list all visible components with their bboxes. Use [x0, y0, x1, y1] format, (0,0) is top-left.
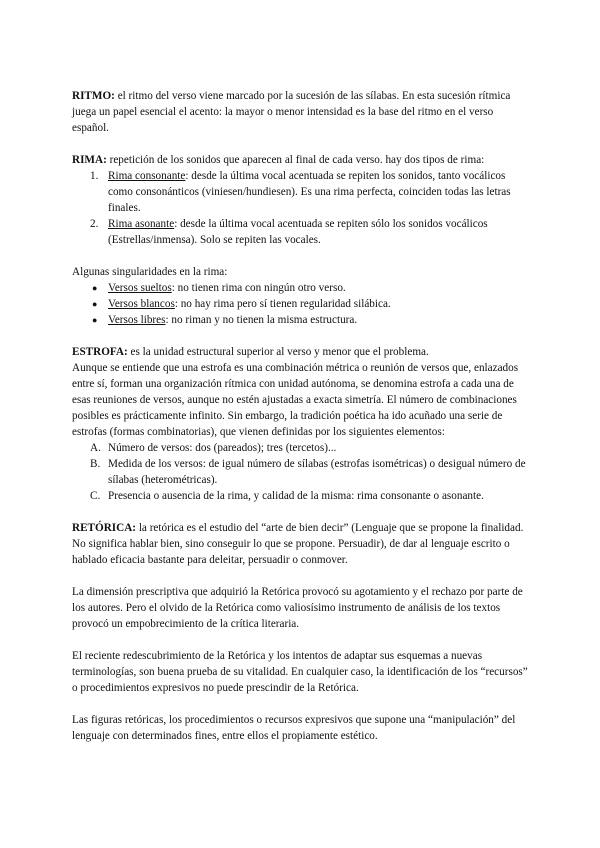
singularidades-list: [72, 280, 528, 328]
estrofa-paragraph: [72, 344, 528, 360]
bullet-marker: ●: [92, 283, 98, 293]
list-item: [72, 280, 528, 296]
retorica-term: RETÓRICA:: [72, 522, 137, 534]
list-marker: A.: [90, 442, 101, 454]
estrofa-list: [72, 440, 528, 504]
estrofa-term: ESTROFA:: [72, 346, 128, 358]
verso-type-text: : no tienen rima con ningún otro verso.: [171, 282, 346, 294]
estrofa-item-text: Medida de los versos: de igual número de sílabas (estrofas isométricas) o desigual número de sílabas (heterométricas).: [108, 458, 526, 486]
list-item: [72, 456, 528, 488]
list-item: [72, 216, 528, 248]
retorica-paragraph: [72, 520, 528, 568]
bullet-marker: ●: [92, 315, 98, 325]
estrofa-text: es la unidad estructural superior al verso y menor que el problema.: [127, 346, 429, 358]
rima-type-label: Rima asonante: [108, 218, 175, 230]
retorica-text: la retórica es el estudio del “arte de bien decir” (Lenguaje que se propone la finalidad. No significa hablar bien, sino conseguir lo que se propone. Persuadir), de dar al lenguaje escrito o hablado eficacia bastante para deleitar, persuadir o conmover.: [72, 522, 524, 566]
ritmo-text: el ritmo del verso viene marcado por la sucesión de las sílabas. En esta sucesión rítmica juega un papel esencial el acento: la mayor o menor intensidad es la base del ritmo en el verso español.: [72, 90, 511, 134]
list-item: [72, 488, 528, 504]
rima-list: [72, 168, 528, 248]
list-item: [72, 440, 528, 456]
retorica-paragraph-2: La dimensión prescriptiva que adquirió la Retórica provocó su agotamiento y el rechazo por parte de los autores. Pero el olvido de la Retórica como valiosísimo instrumento de análisis de los textos provocó un empobrecimiento de la crítica literaria.: [72, 586, 523, 630]
list-marker: C.: [90, 490, 101, 502]
rima-type-label: Rima consonante: [108, 170, 186, 182]
verso-type-text: : no riman y no tienen la misma estructura.: [165, 314, 358, 326]
rima-paragraph: [72, 152, 528, 168]
singularidades-intro: Algunas singularidades en la rima:: [72, 266, 228, 278]
retorica-paragraph-3: El reciente redescubrimiento de la Retórica y los intentos de adaptar sus esquemas a nuevas terminologías, son buena prueba de su vitalidad. En cualquier caso, la identificación de los “recursos” o procedimientos expresivos no puede prescindir de la Retórica.: [72, 650, 528, 694]
verso-type-label: Versos blancos: [108, 298, 175, 310]
verso-type-label: Versos libres: [108, 314, 166, 326]
estrofa-body: Aunque se entiende que una estrofa es una combinación métrica o reunión de versos que, enlazados entre sí, forman una organización rítmica con unidad autónoma, se denomina estrofa a cada una de esas reuniones de versos, aunque no estén ajustadas a exacta simetría. El número de combinaciones posibles es prácticamente infinito. Sin embargo, la tradición poética ha ido acuñado una serie de estrofas (formas combinatorias), que vienen definidas por los siguientes elementos:: [72, 362, 519, 438]
retorica-paragraph-4: Las figuras retóricas, los procedimientos o recursos expresivos que supone una “manipulación” del lenguaje con determinados fines, entre ellos el propiamente estético.: [72, 714, 516, 742]
estrofa-item-text: Número de versos: dos (pareados); tres (tercetos)...: [108, 442, 337, 454]
list-item: [72, 296, 528, 312]
verso-type-text: : no hay rima pero sí tienen regularidad silábica.: [174, 298, 391, 310]
estrofa-item-text: Presencia o ausencia de la rima, y calidad de la misma: rima consonante o asonante.: [108, 490, 484, 502]
list-item: [72, 312, 528, 328]
document-page: [72, 88, 528, 744]
list-marker: 2.: [90, 218, 99, 230]
ritmo-paragraph: [72, 88, 528, 136]
list-marker: B.: [90, 458, 101, 470]
ritmo-term: RITMO:: [72, 90, 115, 102]
bullet-marker: ●: [92, 299, 98, 309]
rima-type-text: : desde la última vocal acentuada se repiten los sonidos, tanto vocálicos como consonánticos (viniesen/hundiesen). Es una rima perfecta, coinciden todas las letras finales.: [108, 170, 511, 214]
rima-text: repetición de los sonidos que aparecen al final de cada verso. hay dos tipos de rima:: [106, 154, 485, 166]
rima-type-text: : desde la última vocal acentuada se repiten sólo los sonidos vocálicos (Estrellas/inmensa). Solo se repiten las vocales.: [108, 218, 488, 246]
rima-term: RIMA:: [72, 154, 107, 166]
list-item: [72, 168, 528, 216]
list-marker: 1.: [90, 170, 99, 182]
verso-type-label: Versos sueltos: [108, 282, 172, 294]
